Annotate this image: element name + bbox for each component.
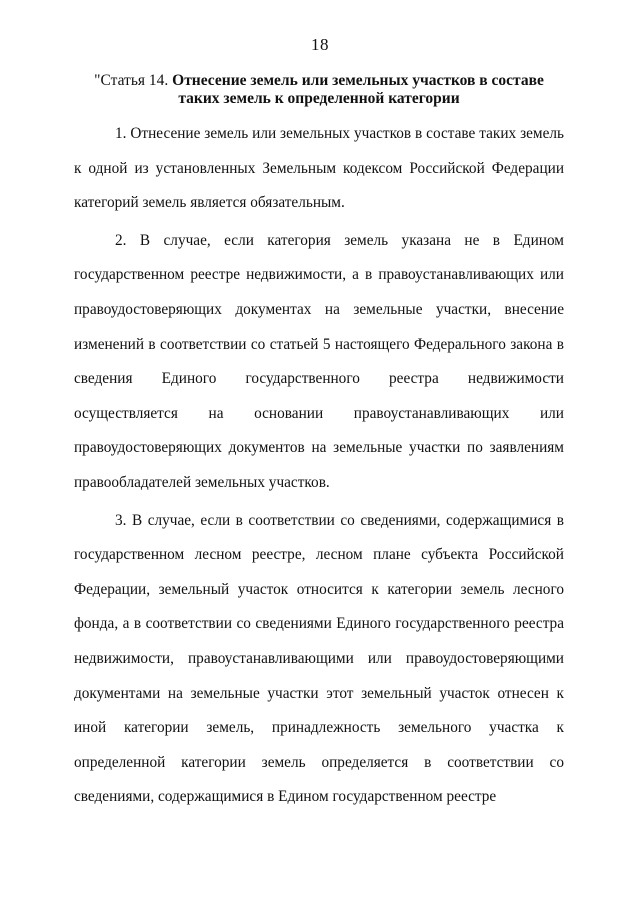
article-title: Отнесение земель или земельных участков в составе таких земель к определенной категории — [172, 72, 544, 107]
article-heading — [74, 72, 564, 108]
page-number: 18 — [311, 35, 329, 54]
paragraph-2: 2. В случае, если категория земель указана не в Едином государственном реестре недвижимости, а в правоустанавливающих или правоудостоверяющих документах на земельные участки, внесение изменений в соответствии со статьей 5 настоящего Федерального закона в сведения Единого государственного реестра недвижимости осуществляется на основании правоустанавливающих или правоудостоверяющих документов на земельные участки по заявлениям правообладателей земельных участков. — [74, 231, 564, 491]
article-body — [74, 117, 564, 815]
paragraph-1: 1. Отнесение земель или земельных участков в составе таких земель к одной из установленных Земельным кодексом Российской Федерации категорий земель является обязательным. — [74, 125, 564, 212]
article-number: "Статья 14. — [94, 72, 169, 89]
paragraph-3: 3. В случае, если в соответствии со сведениями, содержащимися в государственном лесном реестре, лесном плане субъекта Российской Федерации, земельный участок относится к категории земель лесного фонда, а в соответствии со сведениями Единого государственного реестра недвижимости, правоустанавливающими или правоудостоверяющими документами на земельные участки этот земельный участок отнесен к иной категории земель, принадлежность земельного участка к определенной категории земель определяется в соответствии со сведениями, содержащимися в Едином государственном реестре — [74, 511, 564, 806]
